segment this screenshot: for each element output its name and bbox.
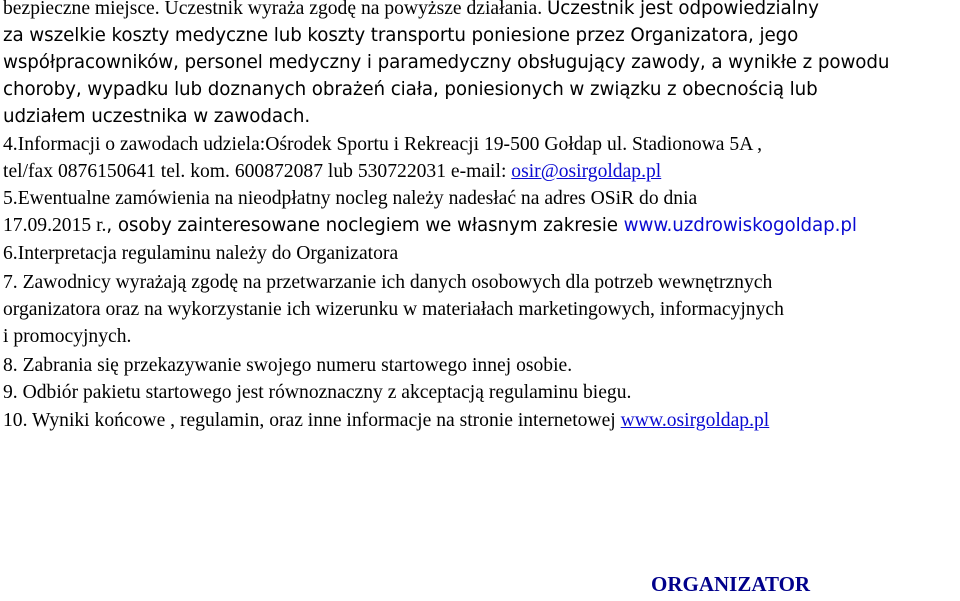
p4-line-2 [3,159,661,185]
p4-line-1: 4.Informacji o zawodach udziela:Ośrodek Sportu i Rekreacji 19-500 Gołdap ul. Stadionowa 5A , [3,134,763,155]
email-link[interactable]: osir@osirgoldap.pl [511,161,662,182]
p6-line-1: 6.Interpretacja regulaminu należy do Organizatora [3,243,399,264]
p5-rest: , osoby zainteresowane noclegiem we własnym zakresie [106,215,624,236]
p10-line-1 [3,408,769,434]
p7-line-2: organizatora oraz na wykorzystanie ich wizerunku w materiałach marketingowych, informacyjnych [3,299,784,320]
organizer-signature: ORGANIZATOR [651,572,811,596]
p3-line-1 [3,0,819,22]
p3-line-2: za wszelkie koszty medyczne lub koszty transportu poniesione przez Organizatora, jego [3,25,799,46]
p5-line-1: 5.Ewentualne zamówienia na nieodpłatny nocleg należy nadesłać na adres OSiR do dnia [3,188,698,209]
p7-line-3: i promocyjnych. [3,326,132,347]
p3-line-4: choroby, wypadku lub doznanych obrażeń ciała, poniesionych w związku z obecnością lub [3,79,818,100]
p5-line-2 [3,213,857,239]
p10-text: 10. Wyniki końcowe , regulamin, oraz inne informacje na stronie internetowej [3,410,621,431]
p3-line-1b: Uczestnik jest odpowiedzialny [547,0,819,19]
uzdrowisko-link[interactable]: www.uzdrowiskogoldap.pl [623,215,857,236]
osir-website-link[interactable]: www.osirgoldap.pl [620,410,770,431]
p9-line-1: 9. Odbiór pakietu startowego jest równoznaczny z akceptacją regulaminu biegu. [3,382,632,403]
p3-line-1a: bezpieczne miejsce. Uczestnik wyraża zgodę na powyższe działania. [3,0,547,19]
p7-line-1: 7. Zawodnicy wyrażają zgodę na przetwarzanie ich danych osobowych dla potrzeb wewnętrznych [3,272,773,293]
p4-contact-text: tel/fax 0876150641 tel. kom. 600872087 lub 530722031 e-mail: [3,161,512,182]
p8-line-1: 8. Zabrania się przekazywanie swojego numeru startowego innej osobie. [3,355,573,376]
p5-date: 17.09.2015 r. [3,215,107,236]
p3-line-5: udziałem uczestnika w zawodach. [3,106,311,127]
p3-line-3: współpracowników, personel medyczny i paramedyczny obsługujący zawody, a wynikłe z powodu [3,52,890,73]
